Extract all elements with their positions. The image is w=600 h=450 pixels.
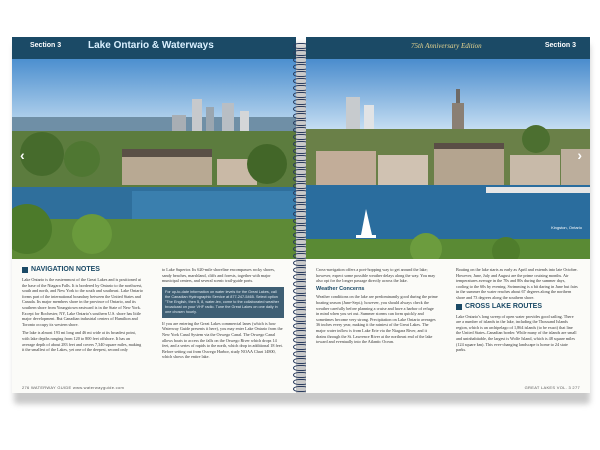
photo-caption: Kingston, Ontario: [551, 225, 582, 230]
right-column-2: [456, 267, 578, 356]
edition-label: 75th Anniversary Edition: [411, 42, 482, 50]
paragraph: Boating on the lake starts as early as April and extends into late October. However, June, July and August are the prime cruising months. Air temperatures average in the 70s and 80s during the summer days, cooling to the 60s by evening. Swimming is a bit daring in June but fairs in the summer the water reaches about 67 degrees along the northern shore and 73 degrees along the southern shore.: [456, 267, 578, 300]
next-arrow-icon[interactable]: ›: [577, 147, 582, 163]
paragraph: Lake Ontario is the easternmost of the Great Lakes and is positioned at the base of the Niagara Falls. It is bordered by Ontario to the northwest, south and north, and New York to the south and southeast. Lake Ontario forms part of the international boundary between the United States and Canada. Its major members shore in the province of Ontario, and its southern shore from Youngstown eastward is in the State of New York. Except for Rochester, NY, Lake Ontario's southern U.S. shore has little major development. But Canadian industrial centers of Hamilton and Toronto occupy its western shore.: [22, 277, 143, 327]
right-column-1: [316, 267, 438, 348]
left-column-1: [22, 267, 144, 356]
square-bullet-icon: [22, 267, 28, 273]
paragraph: to Lake Superior. Its 620-mile shoreline encompasses rocky shores, sandy beaches, marshland, cliffs and forests, together with major municipal centers, and several scenic trail-guide ports.: [162, 267, 276, 284]
left-photo: [12, 59, 296, 259]
right-footer: GREAT LAKES VOL. 3 277: [524, 385, 580, 390]
paragraph: If you are entering the Great Lakes commercial lanes (which is how Waterway Guide presents it here), you may enter Lake Ontario from the New York Canal System via the Oswego Canal. The Oswego Canal allows boats to access the falls on the Oswego River which drops 14 feet, and a series of rapids to the north, which drop in additional 18 feet. Before setting out from Oswego Harbor, study NOAA Chart 14800, which shows the entire lake.: [162, 320, 283, 360]
navigation-notes-heading: NAVIGATION NOTES: [22, 267, 144, 273]
right-header-bar: [306, 37, 590, 59]
weather-concerns-heading: Weather Concerns: [316, 285, 365, 292]
right-page: [306, 37, 590, 393]
paragraph: Lake Ontario's long sweep of open water provides good sailing. There are a number of islands in the lake, including the Thousand Islands region, which is an archipelago of 1,864 islands (to be exact) that line the United States–Canadian border. While many of the islands are small and uninhabitable, the largest is Wolfe Island, which is 48 square miles (124 square km). This ever-changing landscape is home to 24 state parks.: [456, 313, 577, 353]
left-section-label: Section 3: [30, 42, 62, 49]
left-column-2: [162, 267, 284, 363]
left-text-columns: [22, 267, 286, 379]
square-bullet-icon: [456, 304, 462, 310]
prev-arrow-icon[interactable]: ‹: [20, 147, 25, 163]
paragraph: The lake is almost 193 mi long and 46 mi wide at its broadest point, with lake depths ranging from 120 to 800 feet offshore. It has an average depth of about 283 feet and covers 7,340 square miles, making it the smallest of the Lakes, yet one of the deepest, second only: [22, 330, 142, 353]
spiral-book: [10, 37, 588, 399]
info-sidebox: For up-to-date information on water levels for the Great Lakes, call the Canadian Hydrographic Service at 877-247-5465. Select option "The English, then 5, 8, water-lex, come to the collaborated weather broadcast on your VHF radio. Tune the Great Lakes on one daily in one chosen hourly.: [162, 287, 284, 318]
right-section-label: Section 3: [544, 42, 576, 49]
left-page-title: Lake Ontario & Waterways: [88, 40, 214, 51]
right-text-columns: [316, 267, 580, 379]
right-photo: [306, 59, 590, 259]
left-header-bar: [12, 37, 296, 59]
paragraph: Weather conditions on the lake are predominantly good during the prime boating season (June-Sept.); however, you should always check the weather carefully before planning a cruise and have a harbor of refuge in mind when you set out. Summer storms can form quickly and sometimes become very strong. Precipitation on Lake Ontario averages 36 inches every year, making it the rainiest of the Great Lakes. The major water inflow is from Lake Erie via the Niagara River, and it drains through the St. Lawrence River at the northeast end of the lake toward and eventually into the Atlantic Ocean.: [316, 294, 438, 345]
paragraph: Cross-navigation offers a port-hopping way to get around the lake; however, expect some possible weather delays along the way. You may also opt for the longer passage directly across the lake.: [316, 267, 436, 284]
left-page: [12, 37, 296, 393]
cross-lake-routes-heading: CROSS LAKE ROUTES: [456, 304, 578, 310]
left-footer: 276 WATERWAY GUIDE www.waterwayguide.com: [22, 385, 125, 390]
